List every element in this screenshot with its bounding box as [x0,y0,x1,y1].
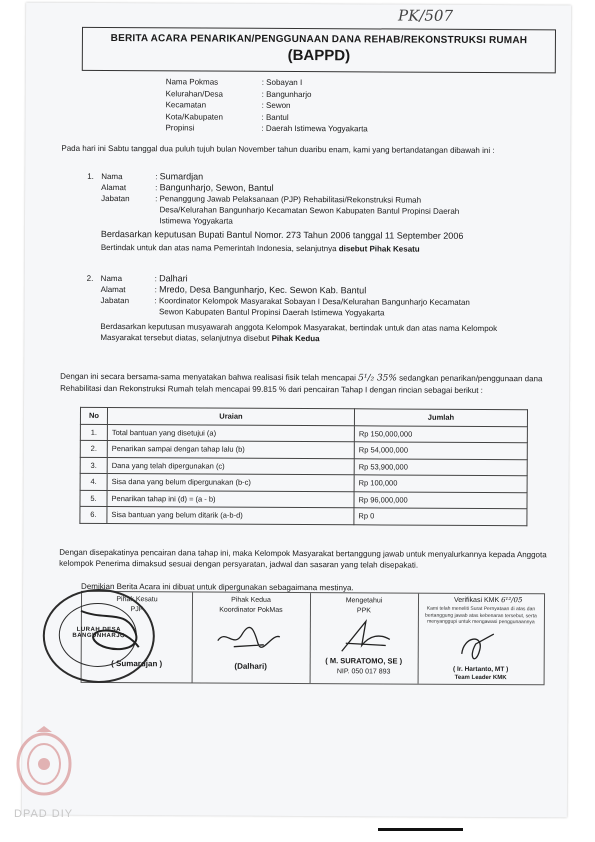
signature-scribble-icon [75,601,145,661]
party-position: Koordinator Kelompok Masyarakat Sobayan I Desa/Kelurahan Bangunharjo Kecamatan Sewon Kabupaten Bantul Propinsi Daerah Istimewa Yogyakarta [158,296,470,318]
party-colon: : [154,296,160,306]
sig-name: ( M. SURATOMO, SE ) [325,656,403,666]
party-role: Pihak Kedua [271,333,320,344]
party-address-label: Alamat [100,284,126,295]
signature-scribble-icon [336,615,396,657]
signature-scribble-icon [454,630,504,660]
signature-mengetahui [310,593,419,684]
party-position-row [86,295,556,319]
sig-role: Team Leader KMK [454,674,507,682]
row-number: 1. [80,424,107,441]
party-number: 1. [87,171,94,181]
row-amount: Rp 100,000 [354,475,527,492]
row-description: Sisa dana yang belum dipergunakan (b-c) [107,474,354,492]
party-address: Bangunharjo, Sewon, Bantul [159,182,274,193]
party-two [86,273,556,345]
party-colon: : [154,274,160,284]
party-position-row [87,193,557,228]
signature-scribble-icon [214,623,284,653]
intro-paragraph: Pada hari ini Sabtu tanggal dua puluh tujuh bulan November tahun duaribu enam, kami yang bertandatangan dibawah ini : [61,143,495,156]
party-colon: : [155,194,160,204]
sig-header: Pihak Kedua [231,596,271,604]
sig-sub: PJP [130,606,144,614]
party-name: Dalhari [159,273,188,284]
village-stamp [43,589,155,684]
row-number: 5. [80,490,107,507]
verification-note: Kami telah meneliti Surat Pernyataan di atas dan bertanggung jawab atas kebenaran tersebut, serta menyanggupi untuk mengawasi penggunaannya [425,605,537,626]
row-amount: Rp 150,000,000 [354,425,527,442]
party-position-label: Jabatan [100,295,130,306]
party-basis [100,321,530,345]
sig-header: Pihak Kesatu [116,596,158,604]
signature-pihak-kedua [192,592,311,683]
party-position: Penanggung Jawab Pelaksanaan (PJP) Rehabilitasi/Rekonstruksi Rumah Desa/Kelurahan Bangunharjo Kecamatan Sewon Kabupaten Bantul Propinsi Daerah Istimewa Yogyakarta [159,194,460,226]
row-number: 6. [80,506,107,523]
party-address: Mredo, Desa Bangunharjo, Kec. Sewon Kab. Bantul [159,284,367,296]
signature-verifikasi [418,594,544,685]
party-role: disebut Pihak Kesatu [338,244,420,254]
info-value: Sobayan I [266,77,303,88]
sig-sub: PPK [356,607,371,615]
scan-edge-bar [378,828,463,831]
info-label: Kecamatan [165,100,207,110]
closing-statement: Demikian Berita Acara ini dibuat untuk dipergunakan sebagaimana mestinya. [81,581,354,593]
sig-header: Verifikasi KMK [453,596,500,605]
info-value: Bantul [265,112,289,122]
sig-name: ( Sumardjan ) [111,659,163,669]
pokmas-info [165,76,368,135]
closing-paragraph: Dengan disepakatinya pencairan dana tahap ini, maka Kelompok Masyarakat bertanggung jawab untuk menyalurkannya kepada Anggota kelompok Penerima dimaksud sesuai dengan persyaratan, jadwal dan sasaran yang telah disepakati. [59,547,547,570]
info-colon: : [261,77,267,87]
table-row [80,506,527,525]
handwritten-reference: PK/507 [398,6,454,25]
info-colon: : [261,89,267,99]
sig-name: (Dalhari) [234,661,267,671]
row-amount: Rp 54,000,000 [354,442,527,459]
party-name: Sumardjan [159,171,204,182]
party-name-label: Nama [100,273,123,284]
info-value: Bangunharjo [266,89,312,99]
row-amount: Rp 0 [354,508,527,525]
sig-name: ( Ir. Hartanto, MT ) [453,665,509,674]
info-value: Daerah Istimewa Yogyakarta [265,123,368,134]
party-name-label: Nama [101,171,123,182]
info-label: Nama Pokmas [165,77,219,87]
party-position-label: Jabatan [101,193,130,204]
sig-header-line [454,596,522,604]
party-role-line [101,242,557,255]
party-role-text: Bertindak untuk dan atas nama Pemerintah Indonesia, selanjutnya [100,242,337,254]
info-value: Sewon [266,100,291,110]
row-amount: Rp 96,000,000 [354,491,527,508]
sig-nip: NIP. 050 017 893 [336,668,391,676]
watermark: DPAD DIY [14,808,74,820]
party-basis: Berdasarkan keputusan Bupati Bantul Nomor. 273 Tahun 2006 tanggal 11 September 2006 [100,228,464,241]
row-amount: Rp 53,900,000 [354,458,527,475]
row-number: 4. [80,473,107,490]
info-colon: : [261,123,266,133]
party-colon: : [155,183,160,193]
document-subtitle: (BAPPD) [287,46,351,65]
party-one [87,171,557,255]
party-basis-text: Berdasarkan keputusan musyawarah anggota Kelompok Masyarakat, bertindak untuk dan atas nama Kelompok Masyarakat tersebut diatas, selanjutnya disebut [100,321,498,343]
row-description: Penarikan tahap ini (d) = (a - b) [107,490,354,508]
info-label: Kelurahan/Desa [165,88,224,99]
row-description: Penarikan sampai dengan tahap lalu (b) [107,441,354,459]
rekap-table [79,407,528,526]
row-number: 2. [80,440,107,457]
row-description: Total bantuan yang disetujui (a) [107,424,354,442]
row-description: Sisa bantuan yang belum ditarik (a-b-d) [107,507,354,525]
statement-part-two: sedangkan penarikan/penggunaan dana Rehabilitasi dan Rekonstruksi Rumah telah mencapai 99.815 % dari pencairan Tahap I dengan rincian sebagai berikut : [60,373,543,395]
stamp-text: LURAH DESA BANGUNHARJO [72,626,126,640]
row-number: 3. [80,457,107,474]
info-row [165,122,367,135]
table-header-no: No [80,407,107,424]
party-colon: : [155,172,160,182]
party-colon: : [154,285,160,295]
statement-paragraph [60,371,560,397]
row-description: Dana yang telah dipergunakan (c) [107,457,354,475]
party-address-label: Alamat [101,182,127,193]
handwritten-verification-date: 6¹²/05 [501,596,523,605]
info-label: Propinsi [165,123,195,133]
party-number: 2. [86,273,94,283]
table-header-uraian: Uraian [107,408,354,426]
document-title: BERITA ACARA PENARIKAN/PENGGUNAAN DANA REHAB/REKONSTRUKSI RUMAH [110,33,528,47]
info-colon: : [261,100,267,110]
statement-part-one: Dengan ini secara bersama-sama menyatakan bahwa realisasi fisik telah mencapai [60,371,356,383]
info-label: Kota/Kabupaten [165,111,223,122]
dpad-emblem-icon [14,726,74,798]
handwritten-percentage: 5¹/₂ 35% [358,373,397,384]
sig-sub: Koordinator PokMas [219,606,283,614]
sig-header: Mengetahui [345,597,383,605]
table-header-jumlah: Jumlah [354,409,527,426]
document-page [22,3,571,818]
info-colon: : [261,112,267,122]
title-box [82,27,556,73]
